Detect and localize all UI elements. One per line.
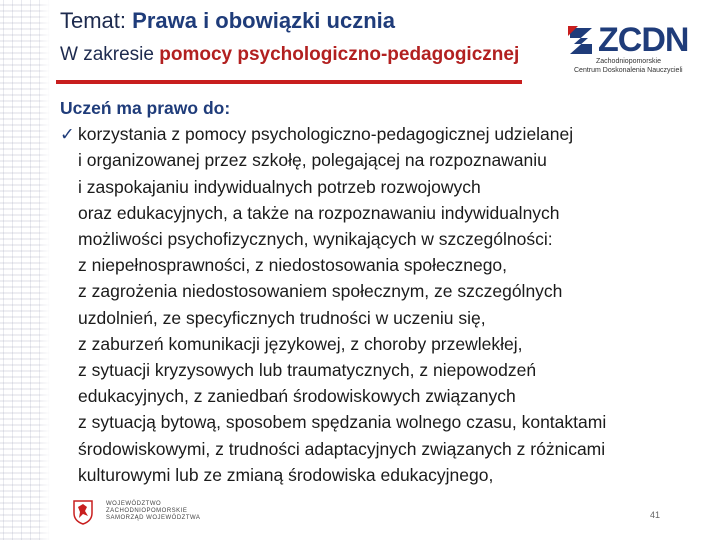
bullet-text-line: uzdolnień, ze specyficznych trudności w uczeniu się,: [78, 307, 486, 328]
page-title: [60, 8, 395, 34]
footer-logo: [72, 497, 232, 529]
main-content: [60, 95, 700, 488]
bullet-text: [78, 121, 700, 488]
bullet-text-line: z zaburzeń komunikacji językowej, z choroby przewlekłej,: [78, 333, 523, 354]
rights-bullet: [60, 121, 700, 488]
zcdn-logo: [568, 21, 689, 74]
bullet-text-line: z sytuacji kryzysowych lub traumatycznych, z niepowodzeń: [78, 360, 537, 381]
zcdn-logo-mark-icon: [568, 26, 594, 56]
bullet-text-line: możliwości psychofizycznych, wynikających w szczególności:: [78, 229, 553, 250]
subtitle-prefix: W zakresie: [60, 44, 160, 65]
logo-subtitle-1: Zachodniopomorskie: [596, 58, 661, 65]
footer-org-line1: WOJEWÓDZTWO ZACHODNIOPOMORSKIE: [106, 501, 188, 514]
title-main: Prawa i obowiązki ucznia: [132, 8, 395, 33]
bullet-text-line: i organizowanej przez szkołę, polegającej na rozpoznawaniu: [78, 150, 547, 171]
title-underline: [56, 80, 522, 84]
footer-org-line2: SAMORZĄD WOJEWÓDZTWA: [106, 515, 201, 521]
handwriting-decoration: [0, 0, 50, 540]
logo-wordmark: ZCDN: [598, 21, 689, 59]
title-prefix: Temat:: [60, 8, 133, 33]
subtitle-emphasis: pomocy psychologiczno-pedagogicznej: [159, 44, 520, 65]
logo-subtitle-2: Centrum Doskonalenia Nauczycieli: [574, 67, 683, 74]
bullet-text-line: edukacyjnych, z zaniedbań środowiskowych związanych: [78, 386, 516, 407]
bullet-text-line: z niepełnosprawności, z niedostosowania społecznego,: [78, 255, 508, 276]
bullet-text-line: środowiskowymi, z trudności adaptacyjnych związanych z różnicami: [78, 438, 606, 459]
checkmark-icon: ✓: [60, 124, 75, 145]
bullet-text-line: z zagrożenia niedostosowaniem społecznym, ze szczególnych: [78, 281, 563, 302]
bullet-text-line: korzystania z pomocy psychologiczno-pedagogicznej udzielanej: [78, 124, 574, 145]
bullet-text-line: z sytuacją bytową, sposobem spędzania wolnego czasu, kontaktami: [78, 412, 607, 433]
page-number: 41: [650, 510, 661, 520]
page-subtitle: [60, 44, 519, 66]
rights-heading: Uczeń ma prawo do:: [60, 98, 231, 118]
griffin-crest-icon: [72, 499, 94, 525]
bullet-text-line: oraz edukacyjnych, a także na rozpoznawaniu indywidualnych: [78, 202, 560, 223]
footer-org-text: [106, 501, 232, 522]
bullet-text-line: i zaspokajaniu indywidualnych potrzeb rozwojowych: [78, 176, 481, 197]
bullet-text-line: kulturowymi lub ze zmianą środowiska edukacyjnego,: [78, 464, 494, 485]
